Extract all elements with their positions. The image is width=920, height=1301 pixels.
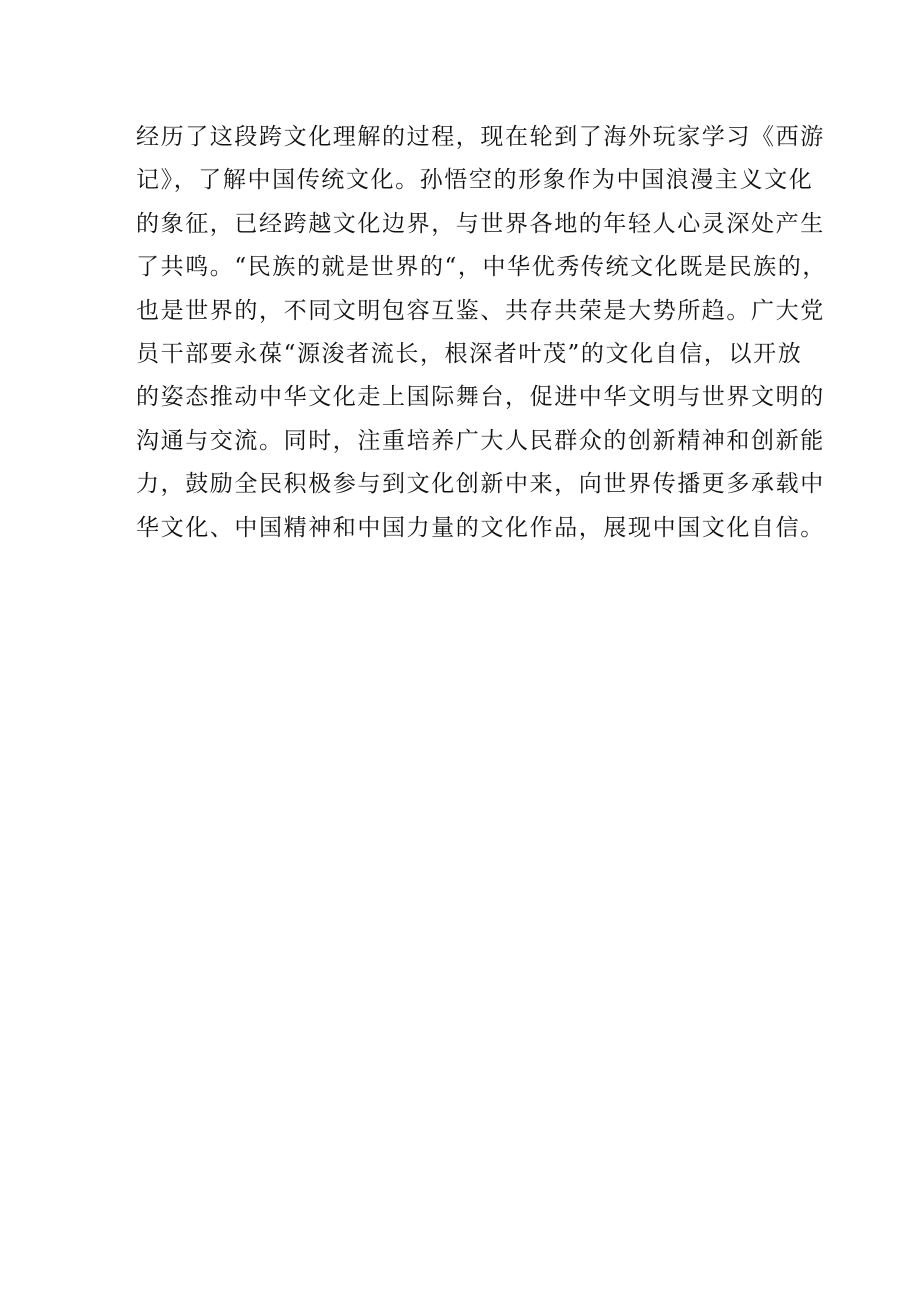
paragraph-line: 华文化、中国精神和中国力量的文化作品，展现中国文化自信。 — [136, 514, 825, 541]
paragraph-line: 员干部要永葆“源浚者流长，根深者叶茂”的文化自信，以开放 — [136, 340, 803, 367]
paragraph-line: 沟通与交流。同时，注重培养广大人民群众的创新精神和创新能 — [136, 427, 825, 454]
body-paragraph — [136, 116, 827, 550]
paragraph-line: 了共鸣。“民族的就是世界的“，中华优秀传统文化既是民族的， — [136, 254, 827, 281]
paragraph-line: 记》，了解中国传统文化。孙悟空的形象作为中国浪漫主义文化 — [136, 167, 814, 194]
paragraph-line: 的象征，已经跨越文化边界，与世界各地的年轻人心灵深处产生 — [136, 210, 825, 237]
paragraph-line: 的姿态推动中华文化走上国际舞台，促进中华文明与世界文明的 — [136, 384, 825, 411]
paragraph-line: 也是世界的，不同文明包容互鉴、共存共荣是大势所趋。广大党 — [136, 297, 825, 324]
paragraph-line: 经历了这段跨文化理解的过程，现在轮到了海外玩家学习《西游 — [136, 124, 825, 150]
paragraph-line: 力，鼓励全民积极参与到文化创新中来，向世界传播更多承载中 — [136, 471, 825, 498]
